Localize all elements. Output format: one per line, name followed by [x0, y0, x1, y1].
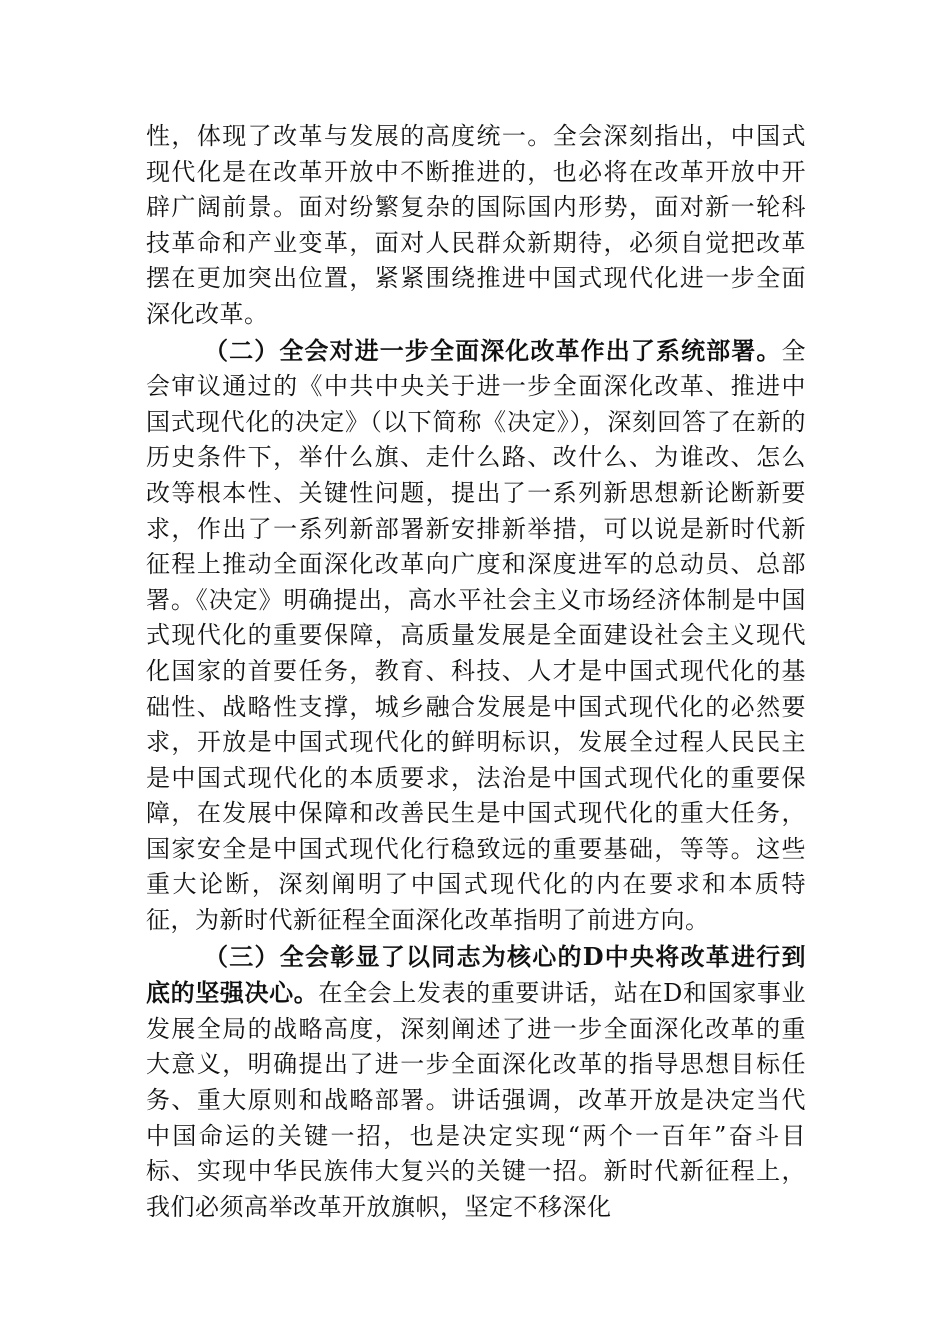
- paragraph-1: [146, 118, 806, 333]
- paragraph-3-lead: （三）全会彰显了以同志为核心的D中央将改革进行到底的坚强决心。: [146, 941, 806, 1008]
- paragraph-3-body: 在全会上发表的重要讲话，站在D和国家事业发展全局的战略高度，深刻阐述了进一步全面深化改革的重大意义，明确提出了进一步全面深化改革的指导思想目标任务、重大原则和战略部署。讲话强调，改革开放是决定当代中国命运的关键一招，也是决定实现“两个一百年”奋斗目标、实现中华民族伟大复兴的关键一招。新时代新征程上，我们必须高举改革开放旗帜，坚定不移深化: [146, 979, 806, 1221]
- document-page: [146, 118, 806, 1225]
- paragraph-2: [146, 333, 806, 939]
- paragraph-3: [146, 939, 806, 1226]
- paragraph-1-body: 性，体现了改革与发展的高度统一。全会深刻指出，中国式现代化是在改革开放中不断推进的，也必将在改革开放中开辟广阔前景。面对纷繁复杂的国际国内形势，面对新一轮科技革命和产业变革，面对人民群众新期待，必须自觉把改革摆在更加突出位置，紧紧围绕推进中国式现代化进一步全面深化改革。: [146, 122, 806, 328]
- paragraph-2-body: 全会审议通过的《中共中央关于进一步全面深化改革、推进中国式现代化的决定》（以下简称《决定》），深刻回答了在新的历史条件下，举什么旗、走什么路、改什么、为谁改、怎么改等根本性、关键性问题，提出了一系列新思想新论断新要求，作出了一系列新部署新安排新举措，可以说是新时代新征程上推动全面深化改革向广度和深度进军的总动员、总部署。《决定》明确提出，高水平社会主义市场经济体制是中国式现代化的重要保障，高质量发展是全面建设社会主义现代化国家的首要任务，教育、科技、人才是中国式现代化的基础性、战略性支撑，城乡融合发展是中国式现代化的必然要求，开放是中国式现代化的鲜明标识，发展全过程人民民主是中国式现代化的本质要求，法治是中国式现代化的重要保障，在发展中保障和改善民生是中国式现代化的重大任务，国家安全是中国式现代化行稳致远的重要基础，等等。这些重大论断，深刻阐明了中国式现代化的内在要求和本质特征，为新时代新征程全面深化改革指明了前进方向。: [146, 336, 806, 935]
- paragraph-2-lead: （二）全会对进一步全面深化改革作出了系统部署。: [204, 335, 782, 365]
